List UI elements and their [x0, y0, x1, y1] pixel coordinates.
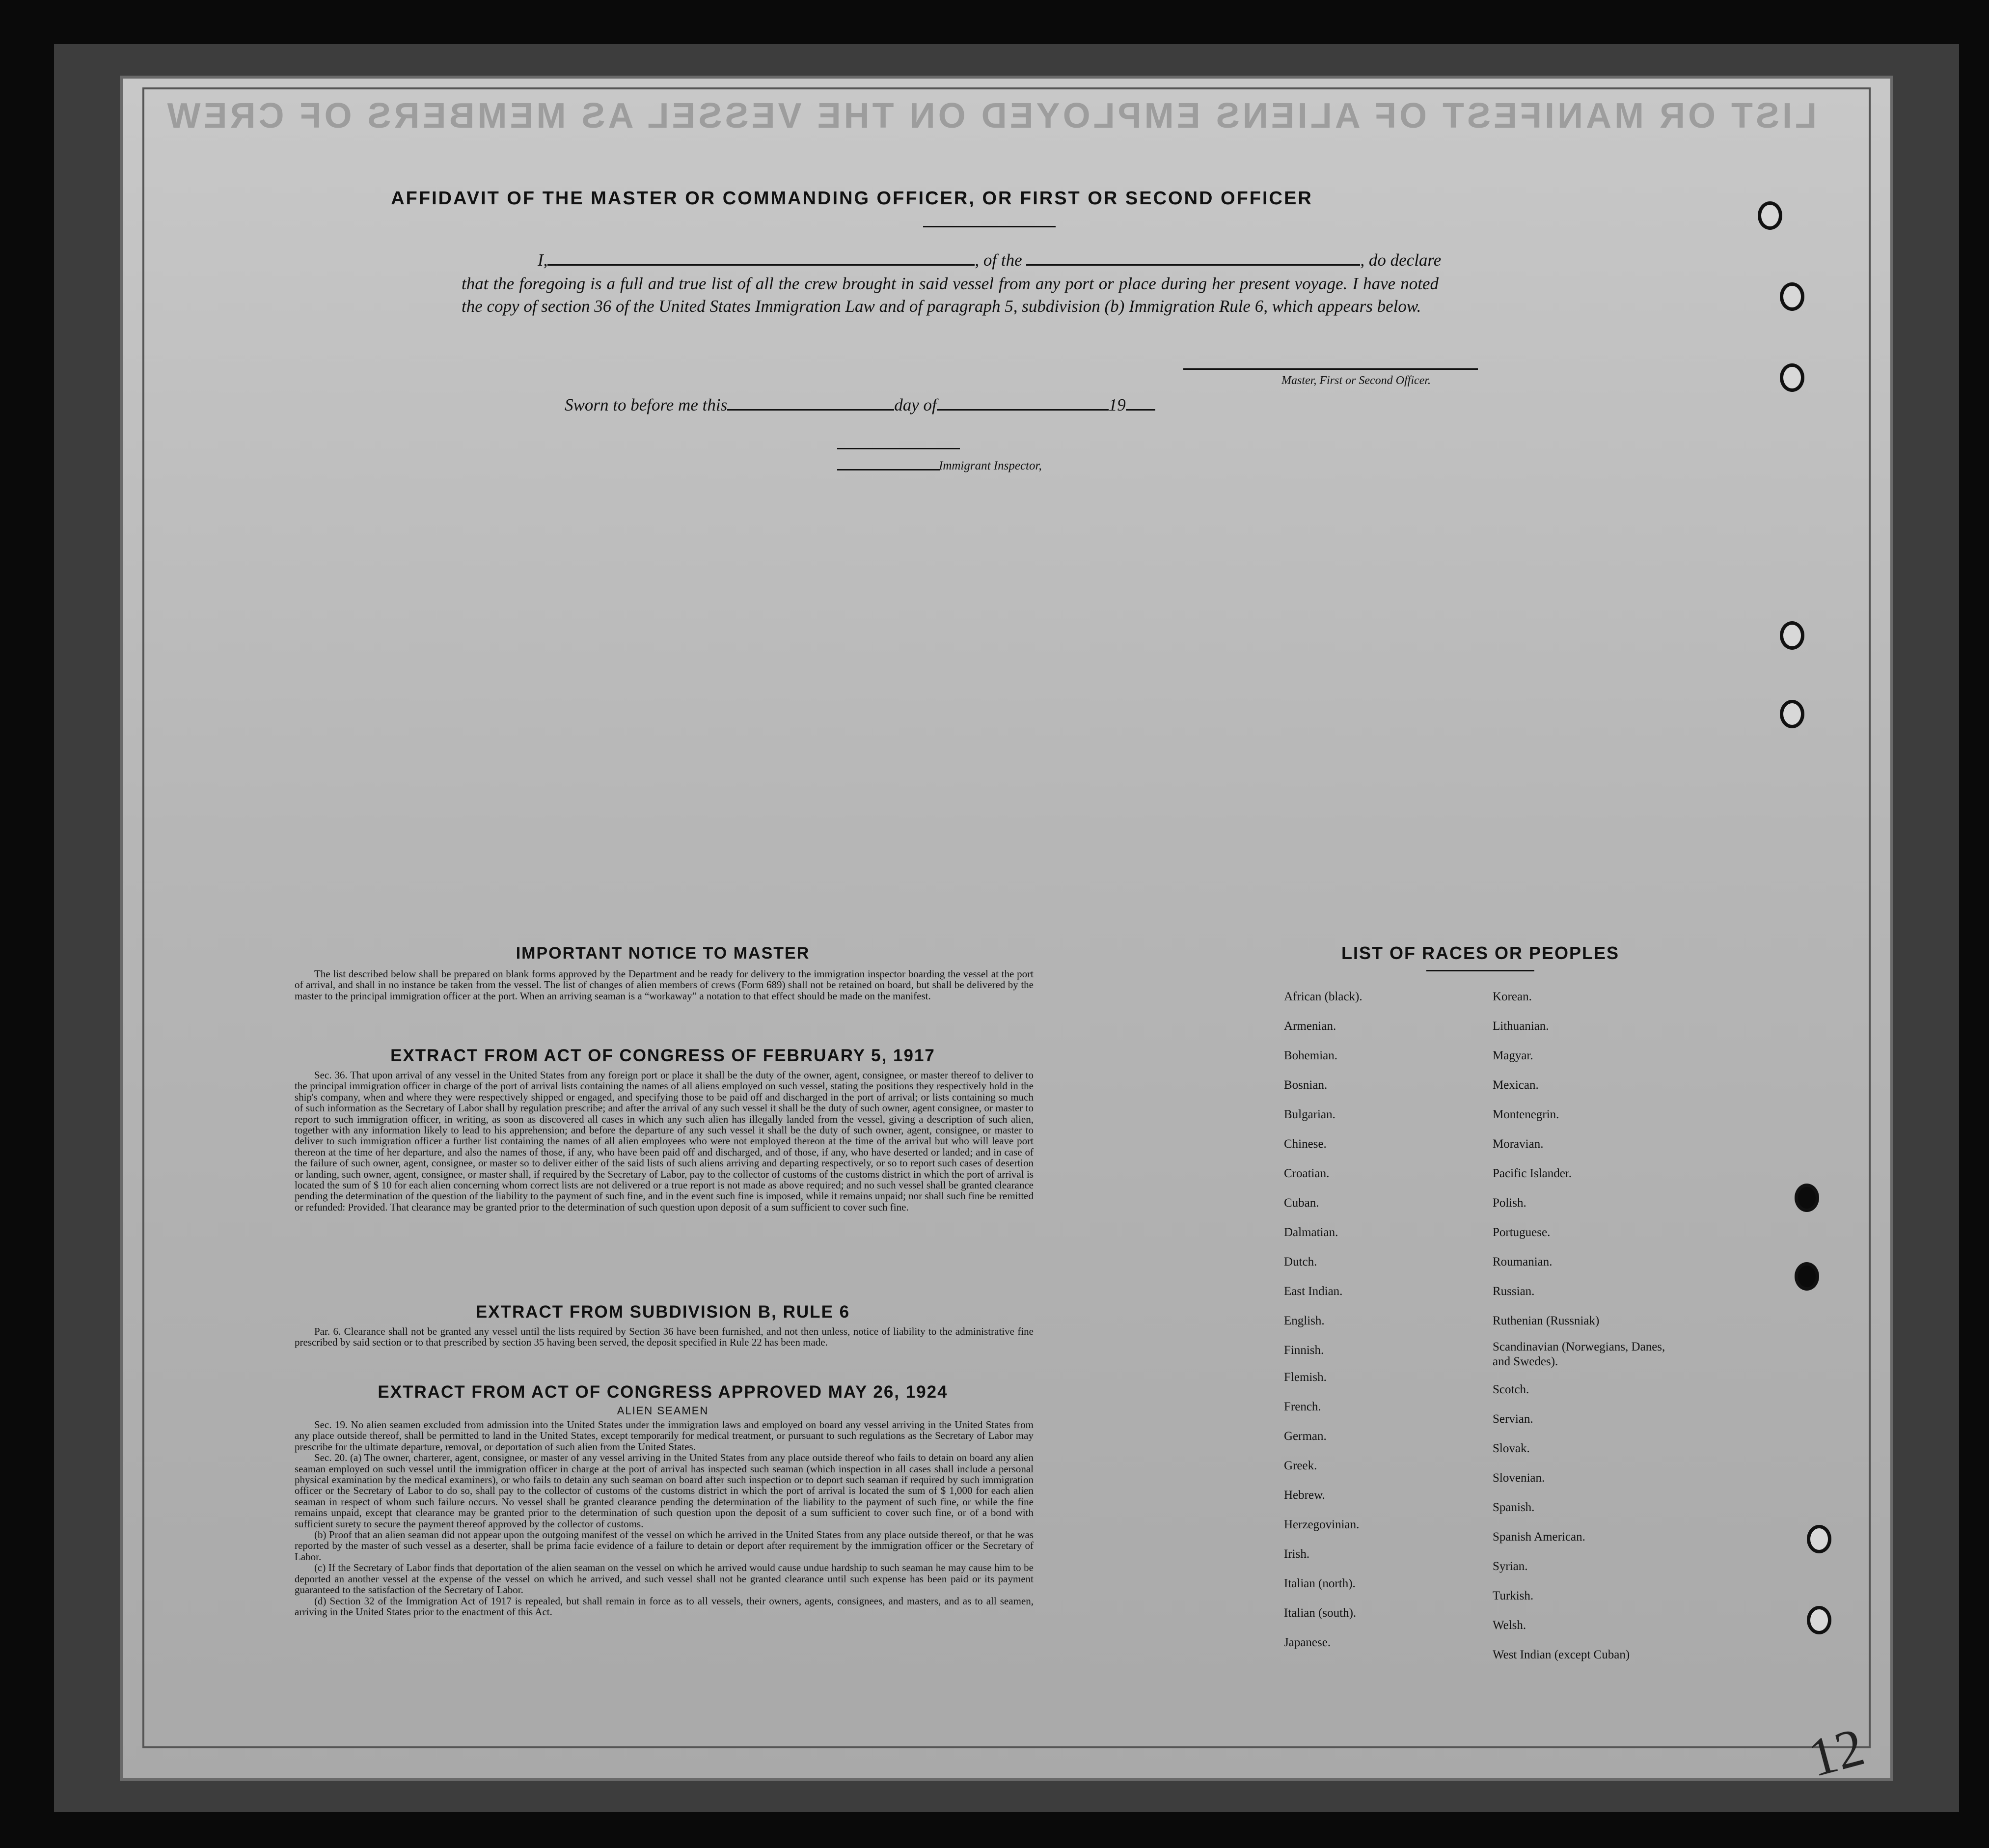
race-item: East Indian. [1284, 1285, 1343, 1298]
race-item: Moravian. [1493, 1137, 1544, 1151]
race-item: Slovenian. [1493, 1471, 1545, 1485]
affidavit-body: that the foregoing is a full and true list of all the crew brought in said vessel from any port or place during her present voyage. I have noted the copy of section 36 of the United States Immigration Law and of paragraph 5, subdivision (b) Immigration Rule 6, which appears below. [462, 274, 1439, 316]
race-item: Bohemian. [1284, 1049, 1338, 1062]
race-item: Irish. [1284, 1547, 1310, 1561]
day-blank[interactable] [727, 409, 894, 411]
extract-1917-heading: EXTRACT FROM ACT OF CONGRESS OF FEBRUARY 5, 1917 [390, 1046, 935, 1065]
race-item: Korean. [1493, 990, 1532, 1003]
race-item: French. [1284, 1400, 1321, 1413]
race-item: Ruthenian (Russniak) [1493, 1314, 1600, 1327]
vessel-blank[interactable] [1026, 264, 1360, 266]
race-item: Italian (north). [1284, 1577, 1356, 1590]
race-item: Polish. [1493, 1196, 1526, 1210]
name-blank[interactable] [547, 264, 975, 266]
race-item: Magyar. [1493, 1049, 1533, 1062]
races-heading: LIST OF RACES OR PEOPLES [1341, 943, 1620, 963]
notice-heading: IMPORTANT NOTICE TO MASTER [516, 944, 810, 963]
race-item: Lithuanian. [1493, 1020, 1549, 1033]
punch-hole [1758, 201, 1782, 230]
punch-hole [1780, 700, 1804, 728]
day-of-label: day of [894, 395, 937, 414]
punch-hole [1807, 1606, 1831, 1634]
extract-1924-paragraph: Sec. 19. No alien seamen excluded from admission into the United States under the immigration laws and employed on board any vessel arriving in the United States from any place outside thereof, shall be permitted to land in the United States, except temporarily for medical treatment, or pursuant to such regulations as the Secretary of Labor may prescribe for the ultimate departure, removal, or deportation of such alien from the United States. [295, 1419, 1034, 1453]
race-item: Welsh. [1493, 1619, 1526, 1632]
punch-hole [1780, 621, 1804, 650]
race-item: Mexican. [1493, 1078, 1539, 1092]
extract-1924-paragraph: Sec. 20. (a) The owner, charterer, agent, consignee, or master of any vessel arriving in the United States from any place outside thereof who fails to detain on board any alien seaman employed on such vessel until the immigration officer in charge at the port of arrival has inspected such seaman (which inspection in all cases shall include a personal physical examination by the medical examiners), or who fails to detain any such seaman on board after such inspection or to deport such seaman if required by such immigration officer or the Secretary of Labor to do so, shall pay to the collector of customs of the customs district in which the port of arrival is located the sum of $ 1,000 for each alien seaman in respect of whom such failure occurs. No vessel shall be granted clearance pending the determination of the liability to the payment of such fine, or while the fine remains unpaid, except that clearance may be granted prior to the determination of such question upon the deposit of a sum sufficient to cover such fine, or of a bond with sufficient surety to secure the payment thereof approved by the collector of customs. [295, 1452, 1034, 1530]
extract-1917-body: Sec. 36. That upon arrival of any vessel in the United States from any foreign port or place it shall be the duty of the owner, agent, consignee, or master thereof to deliver to the principal immigration officer in charge of the port of arrival lists containing the names of all aliens employed on such vessel, stating the positions they respectively hold in the ship's company, when and where they were respectively shipped or engaged, and specifying those to be paid off and discharged in the port of arrival; or lists containing so much of such information as the Secretary of Labor shall by regulation prescribe; and after the arrival of any such vessel it shall be the duty of such owner, agent consignee, or master to report to such immigration officer, in writing, as soon as discovered all cases in which any such alien has illegally landed from the vessel, giving a description of such alien, together with any information likely to lead to his apprehension; and before the departure of any such vessel it shall be the duty of such owner, agent, consignee, or master to deliver to such immigration officer a further list containing the names of all alien employees who were not employed thereon at the time of the arrival but who will leave port thereon at the time of her departure, and also the names of those, if any, who have been paid off and discharged, and of those, if any, who have deserted or landed; and in case of the failure of such owner, agent, consignee, or master so to deliver either of the said lists of such aliens arriving and departing respectively, or so to report such cases of desertion or landing, such owner, agent, consignee, or master shall, if required by the Secretary of Labor, pay to the collector of customs of the customs district in which the port of arrival is located the sum of $ 10 for each alien concerning whom correct lists are not delivered or a true report is not made as above required; and no such vessel shall be granted clearance pending the determination of the question of the liability to the payment of such fine, and in the event such fine is imposed, while it remains unpaid; nor shall such fine be remitted or refunded: Provided. That clearance may be granted prior to the determination of such question upon deposit of a sum sufficient to cover such fine. [295, 1069, 1034, 1213]
month-blank[interactable] [937, 409, 1109, 411]
sworn-line [565, 395, 1155, 415]
signature-label: Master, First or Second Officer. [1281, 374, 1431, 387]
race-item: Chinese. [1284, 1137, 1327, 1151]
declare-label: , do declare [1360, 250, 1442, 270]
race-item: Dalmatian. [1284, 1226, 1338, 1239]
notice-body: The list described below shall be prepared on blank forms approved by the Department and be ready for delivery to the immigration inspector boarding the vessel at the port of arrival, and shall in no instance be taken from the vessel. The list of changes of alien members of crews (Form 689) shall not be retained on board, but shall be delivered by the master to the principal immigration officer at the port. When an arriving seaman is a “workaway” a notation to that effect should be made on the manifest. [295, 968, 1034, 1002]
year-label: 19 [1108, 395, 1126, 414]
race-item: Slovak. [1493, 1442, 1530, 1455]
inspector-label: Immigrant Inspector, [939, 459, 1042, 472]
year-blank[interactable] [1126, 409, 1155, 411]
race-item: Finnish. [1284, 1344, 1324, 1357]
inspector-rule-top [837, 448, 960, 449]
race-item: Turkish. [1493, 1589, 1534, 1602]
race-item: Dutch. [1284, 1255, 1317, 1269]
extract-1924-paragraph: (c) If the Secretary of Labor finds that deportation of the alien seaman on the vessel on which he arrived would cause undue hardship to such seaman he may cause him to be deported an another vessel at the expense of the vessel on which he arrived, and such vessel shall not be granted clearance until such expense has been paid or its payment guaranteed to the satisfaction of the Secretary of Labor. [295, 1562, 1034, 1596]
punch-hole [1780, 282, 1804, 311]
race-item: English. [1284, 1314, 1325, 1327]
race-item: German. [1284, 1430, 1327, 1443]
race-item: Spanish American. [1493, 1530, 1585, 1544]
title-underline [923, 226, 1056, 227]
race-item: West Indian (except Cuban) [1493, 1648, 1630, 1661]
alien-seamen-subheading: ALIEN SEAMEN [617, 1405, 709, 1417]
races-heading-underline [1426, 970, 1534, 971]
punch-hole [1780, 363, 1804, 392]
race-item: Armenian. [1284, 1020, 1336, 1033]
extract-rule6-heading: EXTRACT FROM SUBDIVISION B, RULE 6 [475, 1302, 850, 1322]
bleed-through-title: LIST OR MANIFEST OF ALIENS EMPLOYED ON THE VESSEL AS MEMBERS OF CREW [164, 96, 1817, 136]
race-item: Pacific Islander. [1493, 1167, 1572, 1180]
race-item: Scotch. [1493, 1383, 1529, 1396]
race-item: Portuguese. [1493, 1226, 1551, 1239]
extract-1924-body [295, 1419, 1034, 1617]
declarant-prefix: I, [538, 250, 548, 270]
handwritten-mark: 12 [1802, 1716, 1870, 1789]
punch-hole [1807, 1525, 1831, 1553]
race-item: Flemish. [1284, 1371, 1327, 1384]
race-item: Servian. [1493, 1412, 1533, 1426]
affidavit-declaration-line [538, 250, 1441, 270]
race-item: Cuban. [1284, 1196, 1319, 1210]
punch-hole [1795, 1262, 1819, 1291]
affidavit-title: AFFIDAVIT OF THE MASTER OR COMMANDING OFFICER, OR FIRST OR SECOND OFFICER [391, 188, 1313, 209]
race-item: Greek. [1284, 1459, 1317, 1472]
race-item: Roumanian. [1493, 1255, 1553, 1269]
race-item: Montenegrin. [1493, 1108, 1559, 1121]
race-item: Russian. [1493, 1285, 1535, 1298]
of-the-label: , of the [975, 250, 1022, 270]
race-item: Herzegovinian. [1284, 1518, 1360, 1531]
race-item: Croatian. [1284, 1167, 1330, 1180]
race-item: Bosnian. [1284, 1078, 1328, 1092]
race-item: Italian (south). [1284, 1606, 1357, 1620]
race-item: Bulgarian. [1284, 1108, 1335, 1121]
extract-1924-paragraph: (b) Proof that an alien seaman did not appear upon the outgoing manifest of the vessel on which he arrived in the United States from any place outside thereof, or that he was reported by the master of such vessel as a deserter, shall be prima facie evidence of a failure to detain or deport after requirement by the immigration officer or the Secretary of Labor. [295, 1529, 1034, 1563]
race-item: Syrian. [1493, 1560, 1528, 1573]
punch-hole [1795, 1184, 1819, 1212]
race-item: Spanish. [1493, 1501, 1535, 1514]
extract-1924-heading: EXTRACT FROM ACT OF CONGRESS APPROVED MAY 26, 1924 [378, 1382, 948, 1402]
sworn-prefix: Sworn to before me this [565, 395, 728, 414]
extract-1924-paragraph: (d) Section 32 of the Immigration Act of 1917 is repealed, but shall remain in force as to all vessels, their owners, agents, consignees, and masters, and as to all seamen, arriving in the United States prior to the enactment of this Act. [295, 1595, 1034, 1618]
race-item: Japanese. [1284, 1636, 1331, 1649]
race-item: African (black). [1284, 990, 1362, 1003]
race-item: Hebrew. [1284, 1489, 1325, 1502]
extract-rule6-body: Par. 6. Clearance shall not be granted any vessel until the lists required by Section 36 have been furnished, and not then unless, notice of liability to the administrative fine prescribed by said section or to that prescribed by section 35 having been served, the deposit specified in Rule 22 has been made. [295, 1325, 1034, 1349]
inspector-signature-line[interactable] [837, 469, 940, 470]
signature-line[interactable] [1183, 368, 1478, 370]
race-item: Scandinavian (Norwegians, Danes, and Swedes). [1493, 1340, 1665, 1368]
